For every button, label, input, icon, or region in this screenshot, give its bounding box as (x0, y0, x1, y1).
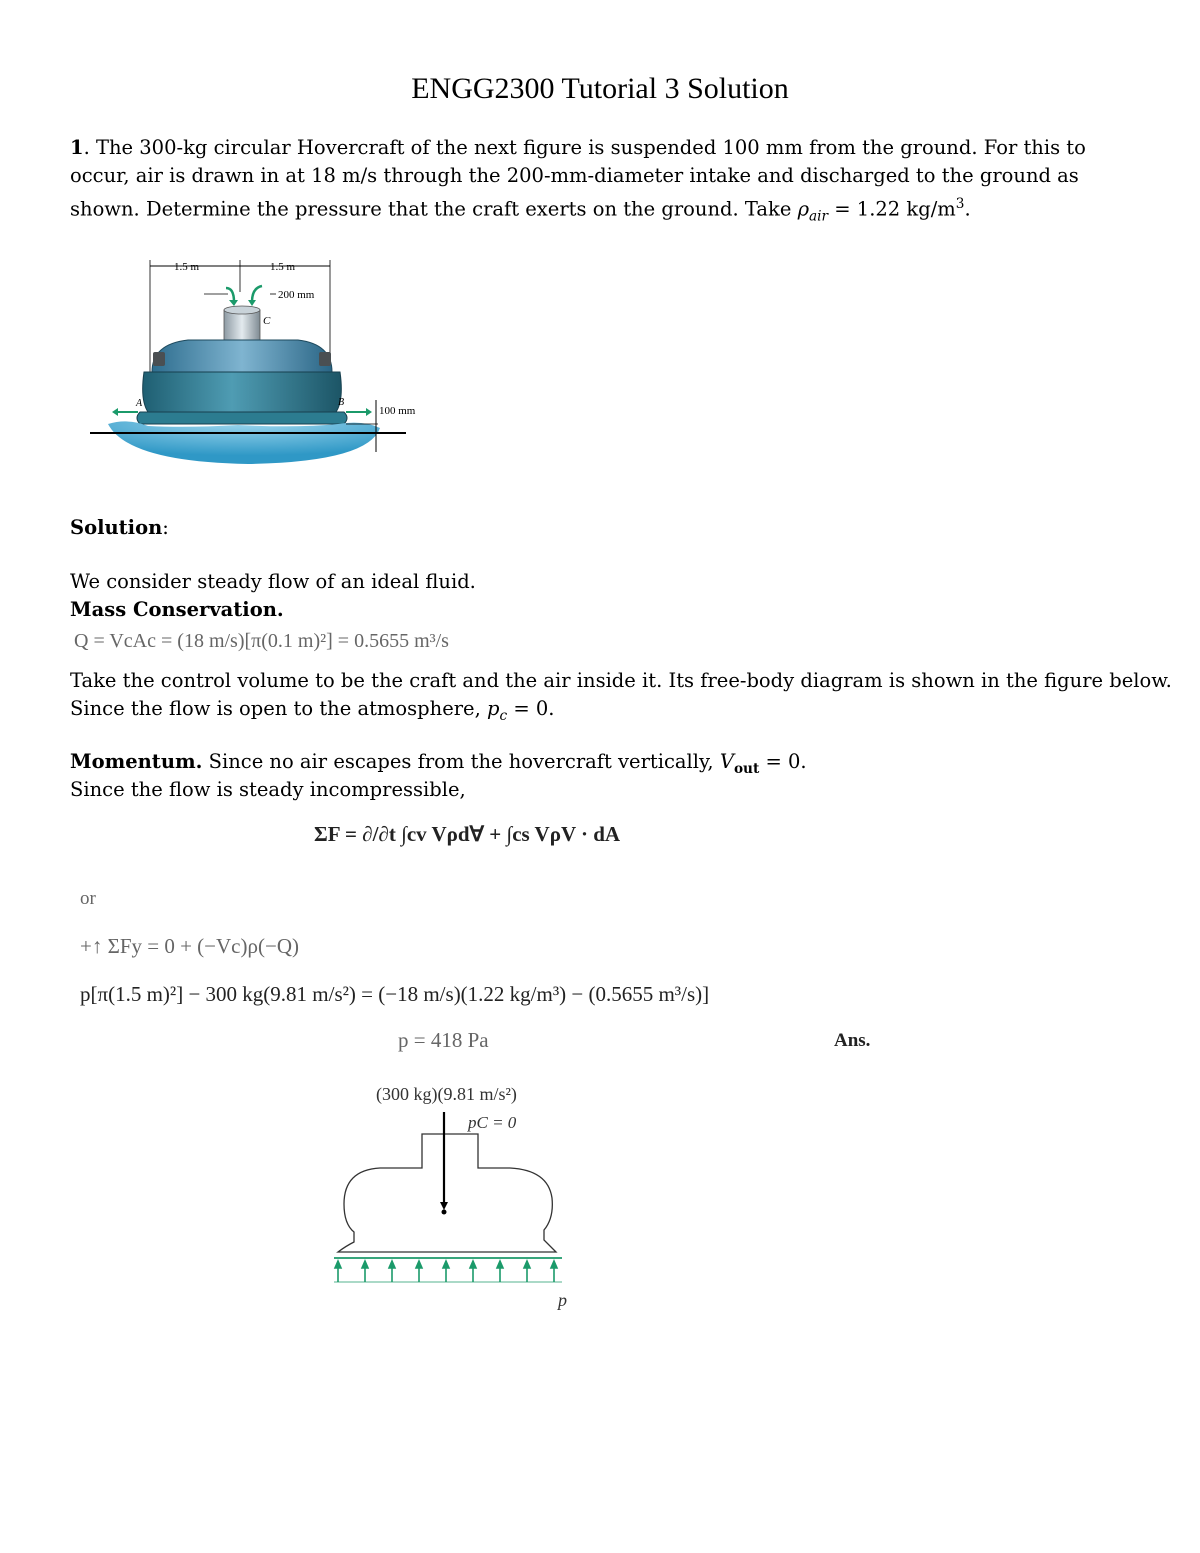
steady-flow-line: Since the flow is steady incompressible, (70, 778, 466, 801)
air-intake-arrow-right (252, 286, 262, 302)
weight-label: (300 kg)(9.81 m/s²) (376, 1084, 517, 1104)
rho-symbol: ρ (797, 197, 810, 221)
result-equation: p = 418 Pa (398, 1028, 489, 1052)
or-text: or (80, 888, 96, 909)
hovercraft-body (143, 372, 345, 412)
problem-statement (70, 134, 1140, 230)
dim-gap-label: 100 mm (379, 405, 416, 417)
page-title: ENGG2300 Tutorial 3 Solution (411, 72, 789, 105)
hovercraft-top (152, 340, 332, 372)
control-volume-line-1: Take the control volume to be the craft and the air inside it. Its free-body diagram is shown in the figure below. (70, 669, 1172, 692)
problem-text-2: = 1.22 kg/m (828, 197, 956, 221)
p-label: p (558, 1290, 567, 1310)
label-a: A (136, 398, 143, 409)
dim-right-label: 1.5 m (270, 261, 296, 273)
rho-subscript: air (809, 208, 829, 225)
hovercraft-figure (88, 252, 438, 467)
water-surface (108, 421, 380, 464)
craft-outline (338, 1134, 556, 1252)
problem-text-end: . (964, 197, 971, 221)
problem-number: 1 (70, 136, 84, 159)
pc-label: pC = 0 (468, 1113, 517, 1132)
momentum-line: Momentum. Since no air escapes from the hovercraft vertically, $V_{out} = 0$. (70, 750, 807, 777)
hovercraft-skirt (137, 412, 347, 424)
pressure-arrows (335, 1261, 557, 1282)
sum-fy-equation: +↑ ΣFy = 0 + (−Vc)ρ(−Q) (80, 934, 299, 958)
solution-heading: Solution: (70, 516, 169, 539)
answer-label: Ans. (834, 1030, 871, 1051)
label-c: C (263, 315, 271, 327)
reynolds-transport-equation: ΣF = ∂/∂t ∫cv Vρd∀ + ∫cs VρV · dA (314, 822, 621, 846)
free-body-diagram (330, 1076, 570, 1316)
dim-intake-label: 200 mm (278, 289, 315, 301)
mass-equation: Q = VcAc = (18 m/s)[π(0.1 m)²] = 0.5655 m³/s (74, 630, 449, 652)
intake-duct (224, 310, 260, 340)
problem-text-1: . The 300-kg circular Hovercraft of the next figure is suspended 100 mm from the ground. For this to occur, air is drawn in at 18 m/s through the 200-mm-diameter intake and discharged to the ground as shown. Determine the pressure that the craft exerts on the ground. Take (70, 136, 1086, 221)
label-b: B (338, 397, 345, 408)
pressure-equation: p[π(1.5 m)²] − 300 kg(9.81 m/s²) = (−18 m/s)(1.22 kg/m³) − (0.5655 m³/s)] (80, 982, 710, 1006)
dim-left-label: 1.5 m (174, 261, 200, 273)
mass-conservation-heading: Mass Conservation. (70, 598, 284, 621)
problem-superscript: 3 (955, 196, 965, 212)
solution-intro: We consider steady flow of an ideal fluid. (70, 570, 476, 593)
air-intake-arrow-left (226, 288, 234, 302)
control-volume-line-2: Since the flow is open to the atmosphere, $p_c = 0$. (70, 697, 555, 724)
